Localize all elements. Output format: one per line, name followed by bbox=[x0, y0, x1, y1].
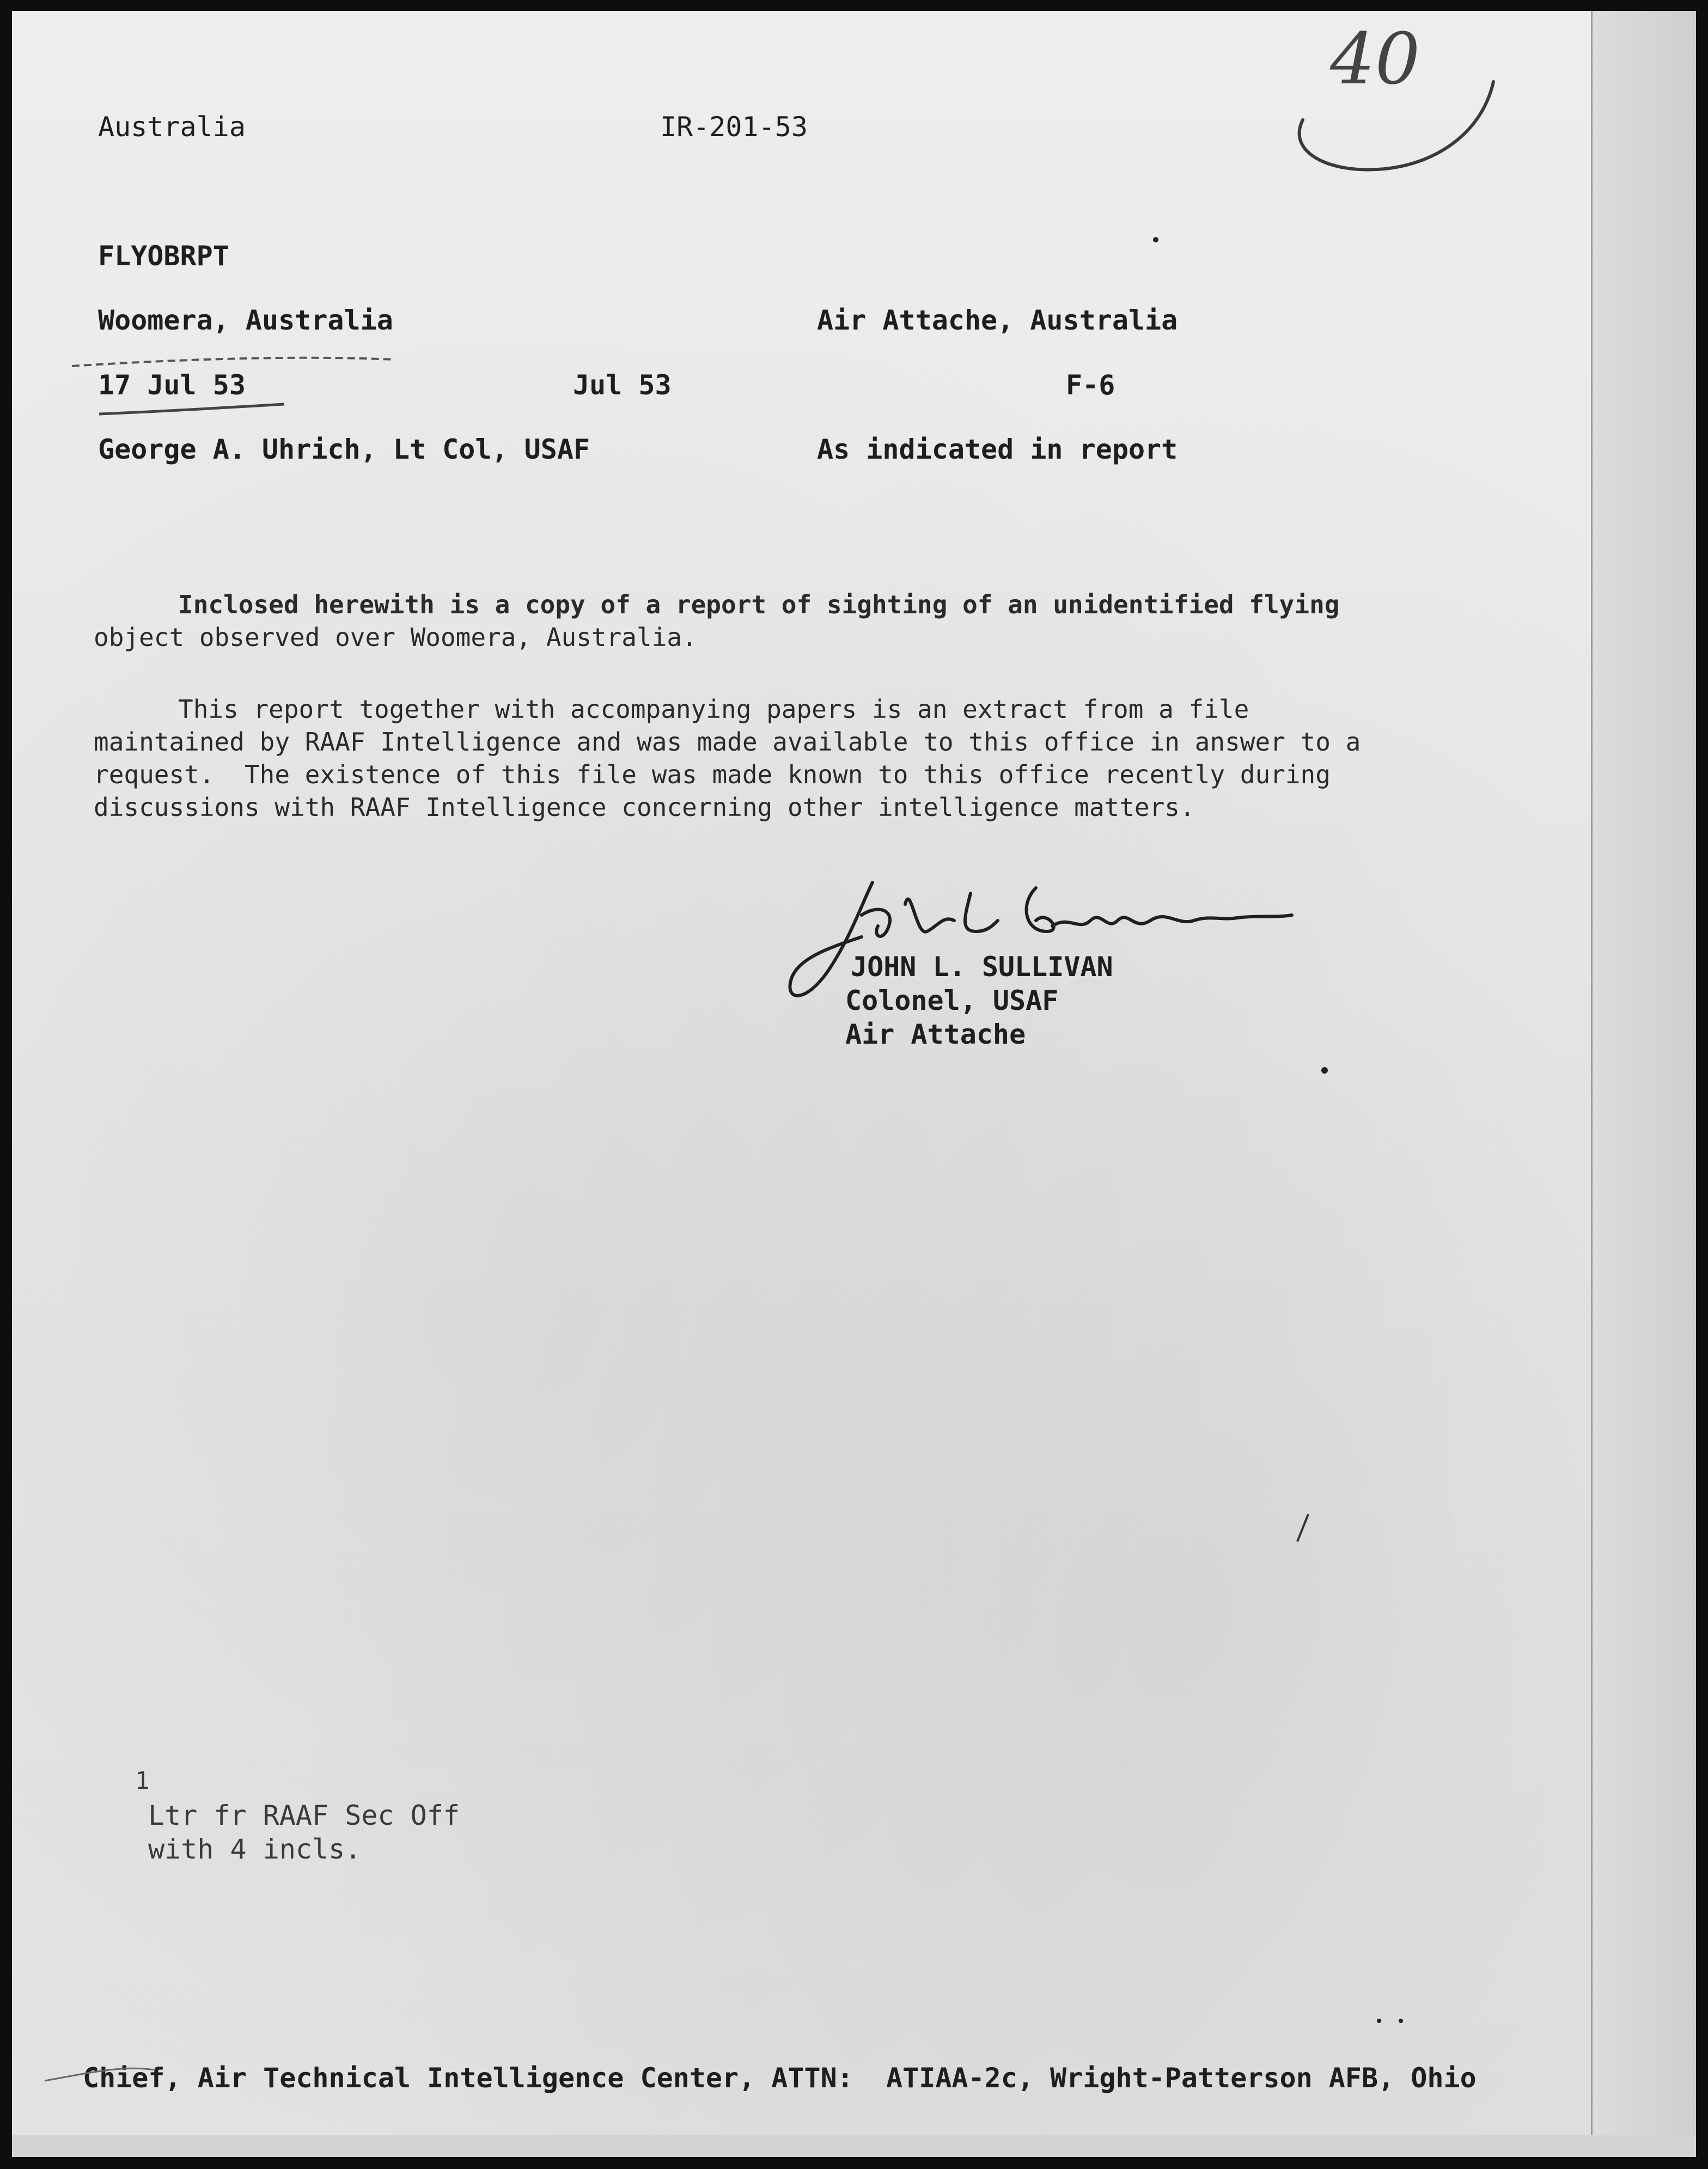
handwritten-signature bbox=[790, 882, 1292, 996]
paragraph-2-line-3: request. The existence of this file was made known to this office recently during bbox=[94, 760, 1331, 789]
area-underline bbox=[72, 358, 393, 366]
prepared-by-field: George A. Uhrich, Lt Col, USAF bbox=[98, 434, 590, 465]
paragraph-2-line-1: This report together with accompanying papers is an extract from a file bbox=[178, 694, 1249, 724]
signatory-title: Air Attache bbox=[845, 1019, 1026, 1050]
paragraph-1-line-1: Inclosed herewith is a copy of a report of sighting of an unidentified flying bbox=[178, 590, 1340, 619]
handwritten-page-number: 40 bbox=[1330, 17, 1420, 100]
handwriting-marks bbox=[12, 11, 1696, 2157]
paragraph-2-line-4: discussions with RAAF Intelligence concerning other intelligence matters. bbox=[94, 793, 1195, 822]
enclosure-count: 1 bbox=[135, 1767, 150, 1795]
distribution-line: Chief, Air Technical Intelligence Center, ATTN: ATIAA-2c, Wright-Patterson AFB, Ohio bbox=[83, 2062, 1477, 2094]
subject-code: FLYOBRPT bbox=[98, 240, 229, 272]
paragraph-2-line-2: maintained by RAAF Intelligence and was made available to this office in answer to a bbox=[94, 727, 1361, 757]
area-field: Woomera, Australia bbox=[98, 304, 393, 336]
signatory-rank: Colonel, USAF bbox=[845, 985, 1059, 1016]
page-number-scrawl bbox=[1300, 82, 1493, 170]
copy-streak bbox=[1297, 1514, 1308, 1542]
period-field: Jul 53 bbox=[573, 369, 672, 401]
date-underline bbox=[99, 404, 284, 414]
enclosure-line-1: Ltr fr RAAF Sec Off bbox=[148, 1800, 460, 1831]
references-field: As indicated in report bbox=[817, 434, 1178, 465]
copy-speck bbox=[1377, 2019, 1381, 2023]
copy-speck bbox=[1321, 1067, 1328, 1074]
signatory-name: JOHN L. SULLIVAN bbox=[851, 951, 1113, 983]
copy-speck bbox=[1399, 2019, 1403, 2023]
header-report-number: IR-201-53 bbox=[660, 111, 808, 143]
document-page bbox=[12, 11, 1696, 2157]
evaluation-field: F-6 bbox=[1066, 369, 1115, 401]
footer-scrawl bbox=[45, 2068, 154, 2081]
paragraph-1-line-2: object observed over Woomera, Australia. bbox=[94, 623, 697, 652]
source-field: Air Attache, Australia bbox=[817, 304, 1178, 336]
copy-speck bbox=[1153, 237, 1158, 242]
enclosure-line-2: with 4 incls. bbox=[148, 1833, 362, 1865]
report-date-field: 17 Jul 53 bbox=[98, 369, 246, 401]
header-country: Australia bbox=[98, 111, 246, 143]
